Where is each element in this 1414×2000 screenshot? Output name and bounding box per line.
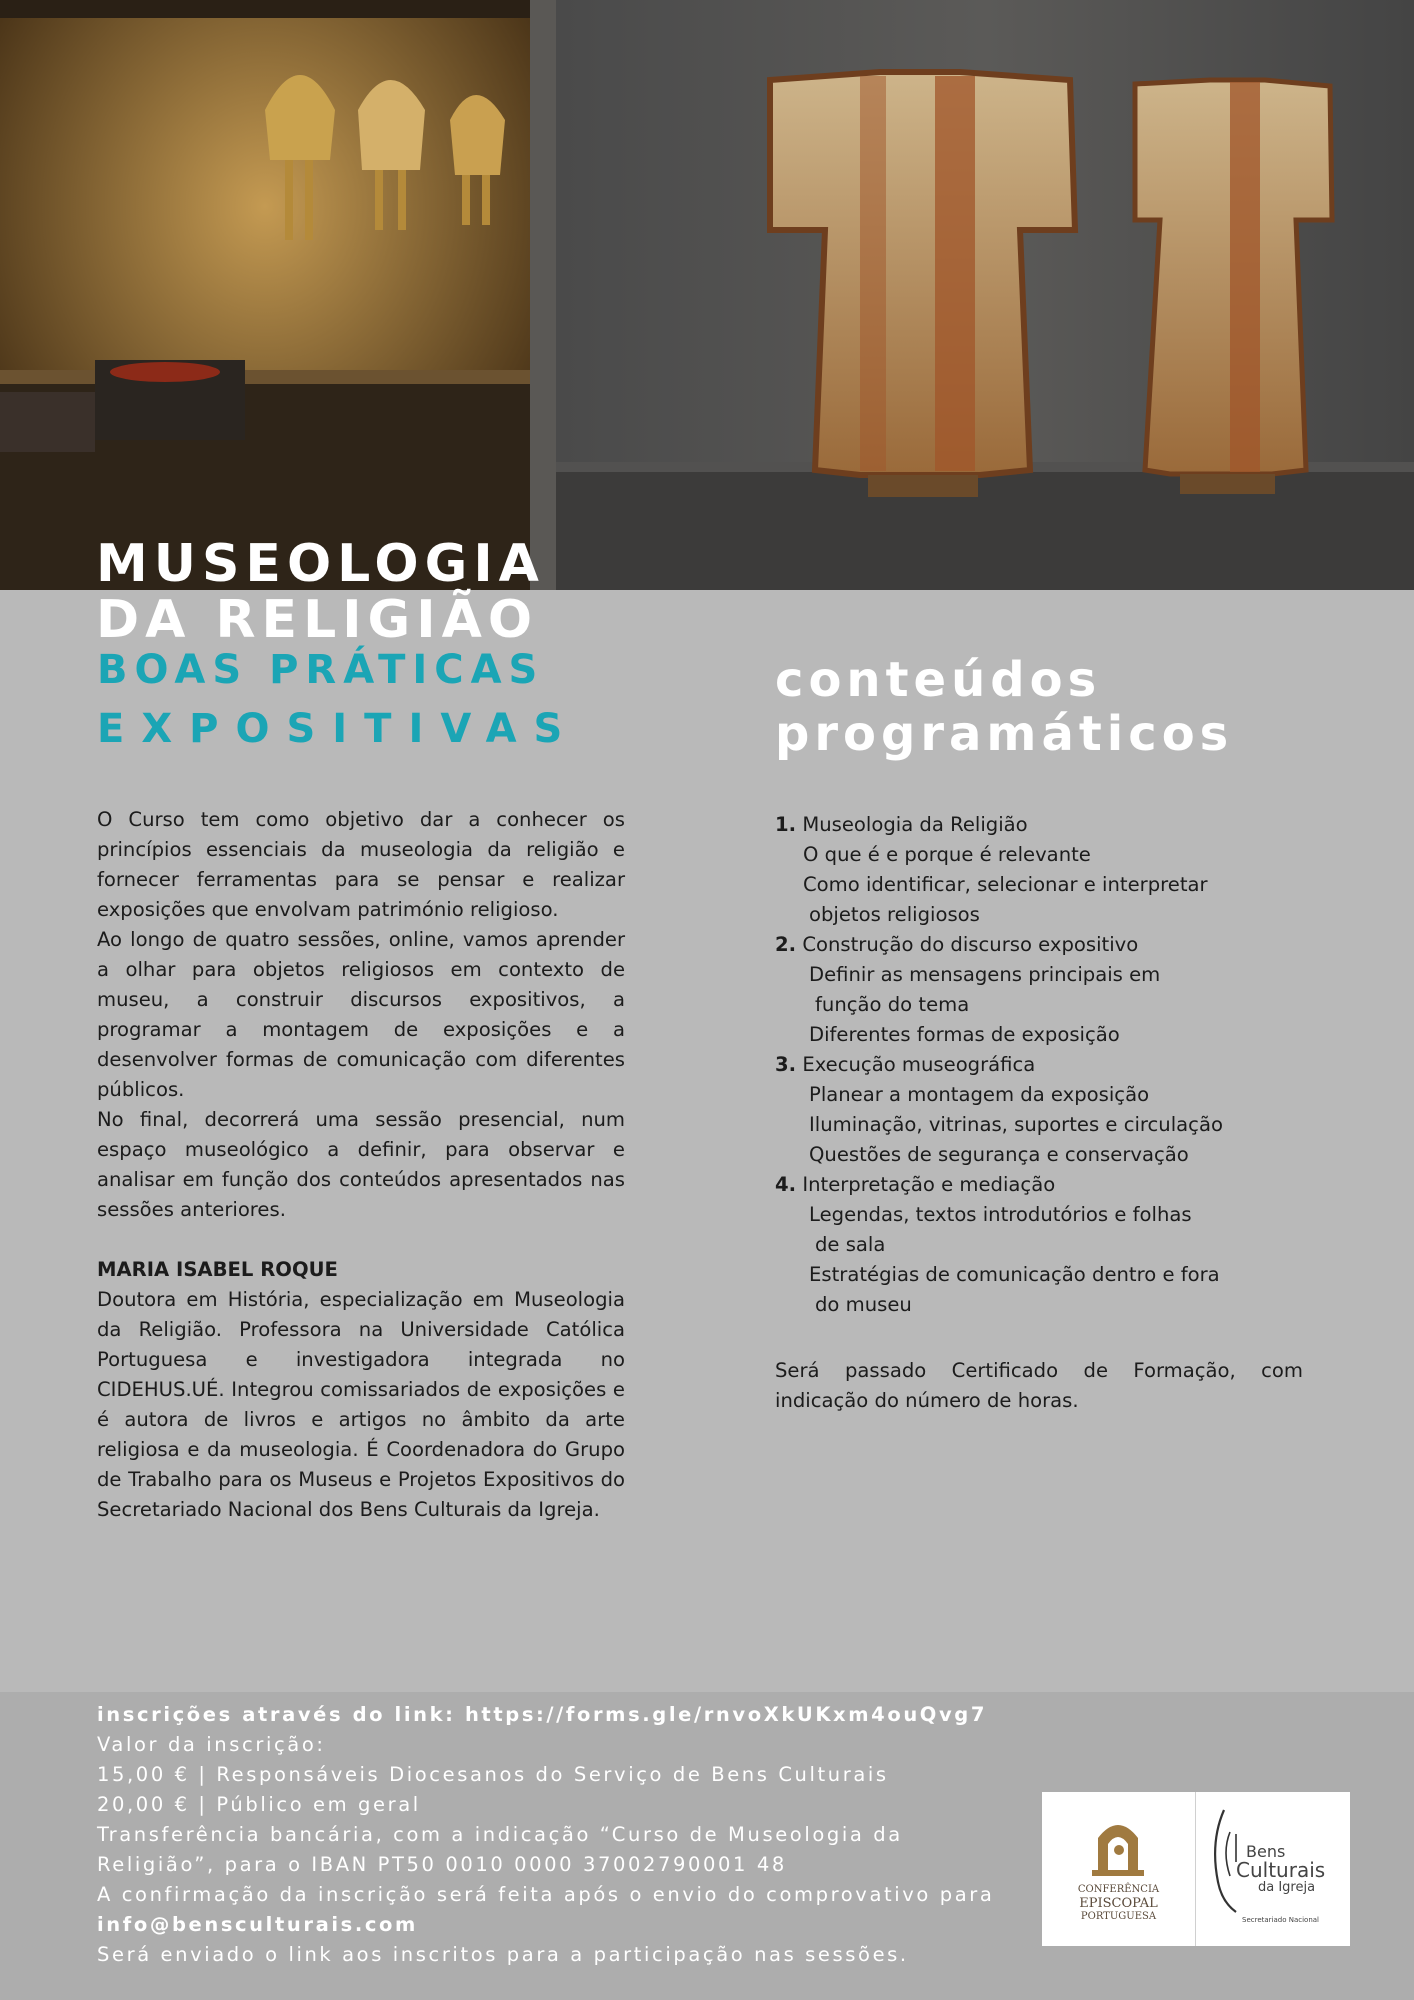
module-line: objetos religiosos <box>809 903 980 926</box>
module-line: Iluminação, vitrinas, suportes e circulação <box>809 1113 1223 1136</box>
module-line: Legendas, textos introdutórios e folhas <box>809 1203 1192 1226</box>
bc-line-4: Secretariado Nacional <box>1242 1916 1319 1924</box>
fee-title: Valor da inscrição: <box>97 1733 326 1756</box>
module-line: Como identificar, selecionar e interpretar <box>803 873 1208 896</box>
partner-logos <box>1042 1792 1350 1946</box>
module-title: Execução museográfica <box>802 1053 1036 1076</box>
certificate-note: Será passado Certificado de Formação, com indicação do número de horas. <box>775 1359 1303 1412</box>
cep-logo <box>1042 1792 1195 1946</box>
module-line: função do tema <box>815 993 970 1016</box>
author-name: MARIA ISABEL ROQUE <box>97 1258 338 1281</box>
module-title: Interpretação e mediação <box>802 1173 1056 1196</box>
module-line: Estratégias de comunicação dentro e fora <box>809 1263 1220 1286</box>
session-link-note: Será enviado o link aos inscritos para a participação nas sessões. <box>97 1943 909 1966</box>
author-bio: Doutora em História, especialização em Museologia da Religião. Professora na Universidade Católica Portuguesa e investigadora integrada no CIDEHUS.UÉ. Integrou comissariados de exposições e é autora de livros e artigos no âmbito da arte religiosa e da museologia. É Coordenadora do Grupo de Trabalho para os Museus e Projetos Expositivos do Secretariado Nacional dos Bens Culturais da Igreja. <box>97 1288 625 1521</box>
module-number: 3. <box>775 1053 797 1076</box>
bc-line-2: Culturais <box>1236 1858 1326 1882</box>
course-description <box>97 805 625 1525</box>
confirmation-note: A confirmação da inscrição será feita após o envio do comprovativo para <box>97 1883 995 1906</box>
title-line-2: DA RELIGIÃO <box>96 590 539 650</box>
module-number: 4. <box>775 1173 797 1196</box>
module-title: Construção do discurso expositivo <box>802 933 1139 956</box>
transfer-line-2: Religião”, para o IBAN PT50 0010 0000 37002790001 48 <box>97 1853 787 1876</box>
transfer-line-1: Transferência bancária, com a indicação “Curso de Museologia da <box>97 1823 903 1846</box>
cep-line-3: PORTUGUESA <box>1080 1911 1157 1922</box>
module-line: de sala <box>815 1233 886 1256</box>
module-4 <box>775 1170 1303 1320</box>
title-line-1: MUSEOLOGIA <box>96 534 545 594</box>
module-line: Questões de segurança e conservação <box>809 1143 1189 1166</box>
module-2 <box>775 930 1303 1050</box>
museum-vestments-image <box>0 0 1414 594</box>
subtitle-line-1: BOAS PRÁTICAS <box>97 647 545 693</box>
module-line: Planear a montagem da exposição <box>809 1083 1150 1106</box>
hero-photo <box>0 0 1414 594</box>
module-1 <box>775 810 1303 930</box>
bc-line-1: Bens <box>1246 1842 1286 1861</box>
program-title-line-2: programáticos <box>775 706 1234 762</box>
program-title <box>775 653 1233 761</box>
fee-diocesan: 15,00 € | Responsáveis Diocesanos do Serviço de Bens Culturais <box>97 1763 889 1786</box>
registration-info <box>97 1700 994 1970</box>
description-paragraph-2: Ao longo de quatro sessões, online, vamos aprender a olhar para objetos religiosos em contexto de museu, a construir discursos expositivos, a programar a montagem de exposições e a desenvolver formas de comunicação com diferentes públicos. <box>97 928 625 1101</box>
program-title-line-1: conteúdos <box>775 652 1102 708</box>
module-line: Diferentes formas de exposição <box>809 1023 1120 1046</box>
module-number: 1. <box>775 813 797 836</box>
program-contents <box>775 810 1303 1436</box>
description-paragraph-3: No final, decorrerá uma sessão presencial, num espaço museológico a definir, para observar e analisar em função dos conteúdos apresentados nas sessões anteriores. <box>97 1108 625 1221</box>
registration-link[interactable]: inscrições através do link: https://forms.gle/rnvoXkUKxm4ouQvg7 <box>97 1703 988 1726</box>
contact-email[interactable]: info@bensculturais.com <box>97 1913 418 1936</box>
module-line: O que é e porque é relevante <box>803 843 1091 866</box>
module-number: 2. <box>775 933 797 956</box>
subtitle-line-2: EXPOSITIVAS <box>97 706 580 752</box>
module-line: Definir as mensagens principais em <box>809 963 1161 986</box>
cep-emblem-icon <box>1042 1792 1195 1946</box>
program-modules <box>775 810 1303 1320</box>
fee-general: 20,00 € | Público em geral <box>97 1793 421 1816</box>
module-line: do museu <box>815 1293 912 1316</box>
cep-line-1: CONFERÊNCIA <box>1077 1884 1160 1895</box>
description-paragraph-1: O Curso tem como objetivo dar a conhecer os princípios essenciais da museologia da religião e fornecer ferramentas para se pensar e realizar exposições que envolvam património religioso. <box>97 808 625 921</box>
module-title: Museologia da Religião <box>802 813 1028 836</box>
bens-culturais-logo <box>1196 1792 1350 1946</box>
bc-line-3: da Igreja <box>1258 1880 1316 1895</box>
module-3 <box>775 1050 1303 1170</box>
cep-line-2: EPISCOPAL <box>1079 1896 1158 1911</box>
